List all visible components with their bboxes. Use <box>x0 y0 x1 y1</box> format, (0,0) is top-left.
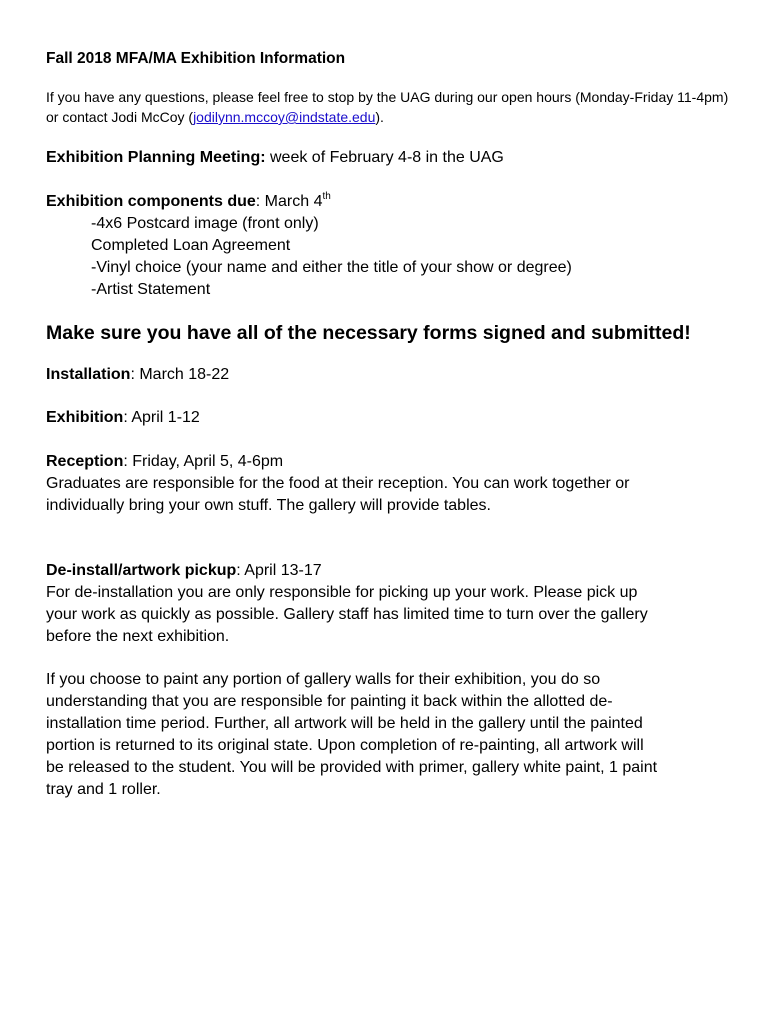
components-date: : March 4 <box>255 192 323 210</box>
component-item: -Vinyl choice (your name and either the title of your show or degree) <box>91 258 572 276</box>
email-link[interactable]: jodilynn.mccoy@indstate.edu <box>193 109 376 125</box>
installation-text: : March 18-22 <box>130 365 230 383</box>
exhibition-text: : April 1-12 <box>123 409 200 426</box>
reception-body-line: Graduates are responsible for the food at their reception. You can work together or <box>46 474 630 492</box>
document-page <box>46 47 736 801</box>
painting-line: installation time period. Further, all artwork will be held in the gallery until the painted <box>46 715 643 732</box>
component-item: -Artist Statement <box>91 280 211 298</box>
reception-body-line: individually bring your own stuff. The gallery will provide tables. <box>46 496 491 514</box>
intro-text-end: ). <box>375 109 384 125</box>
deinstall-label: De-install/artwork pickup <box>46 561 237 579</box>
reception-label: Reception <box>46 452 124 470</box>
planning-meeting <box>46 147 736 169</box>
planning-label: Exhibition Planning Meeting: <box>46 149 266 166</box>
deinstall-text: : April 13-17 <box>236 561 322 579</box>
painting-line: tray and 1 roller. <box>46 781 161 798</box>
deinstall-line <box>46 560 736 582</box>
component-item: -4x6 Postcard image (front only) <box>91 214 319 232</box>
painting-line: be released to the student. You will be provided with primer, gallery white paint, 1 paint <box>46 759 658 776</box>
forms-callout: Make sure you have all of the necessary forms signed and submitted! <box>46 321 691 344</box>
deinstall-body-line: your work as quickly as possible. Gallery staff has limited time to turn over the gallery <box>46 605 648 623</box>
exhibition-label: Exhibition <box>46 409 124 426</box>
document-title: Fall 2018 MFA/MA Exhibition Information <box>46 50 346 67</box>
components-date-suffix: th <box>322 190 331 202</box>
installation-label: Installation <box>46 365 131 383</box>
painting-line: understanding that you are responsible for painting it back within the allotted de- <box>46 693 613 710</box>
installation-line <box>46 364 736 386</box>
component-item: Completed Loan Agreement <box>91 236 291 254</box>
deinstall-body-line: For de-installation you are only responsible for picking up your work. Please pick up <box>46 583 638 601</box>
components-label: Exhibition components due <box>46 192 256 210</box>
deinstall-body-line: before the next exhibition. <box>46 627 230 645</box>
exhibition-line <box>46 407 736 429</box>
components-due <box>46 191 736 213</box>
components-list <box>46 213 736 301</box>
intro-text: If you have any questions, please feel free to stop by the UAG during our open hours (Monday-Friday 11-4pm) or contact Jodi McCoy ( <box>46 89 729 125</box>
reception-line <box>46 451 736 473</box>
painting-line: If you choose to paint any portion of gallery walls for their exhibition, you do so <box>46 671 601 688</box>
reception-text: : Friday, April 5, 4-6pm <box>123 452 284 470</box>
painting-line: portion is returned to its original state. Upon completion of re-painting, all artwork will <box>46 737 644 754</box>
planning-text: week of February 4-8 in the UAG <box>265 149 504 166</box>
intro-paragraph <box>46 87 736 127</box>
